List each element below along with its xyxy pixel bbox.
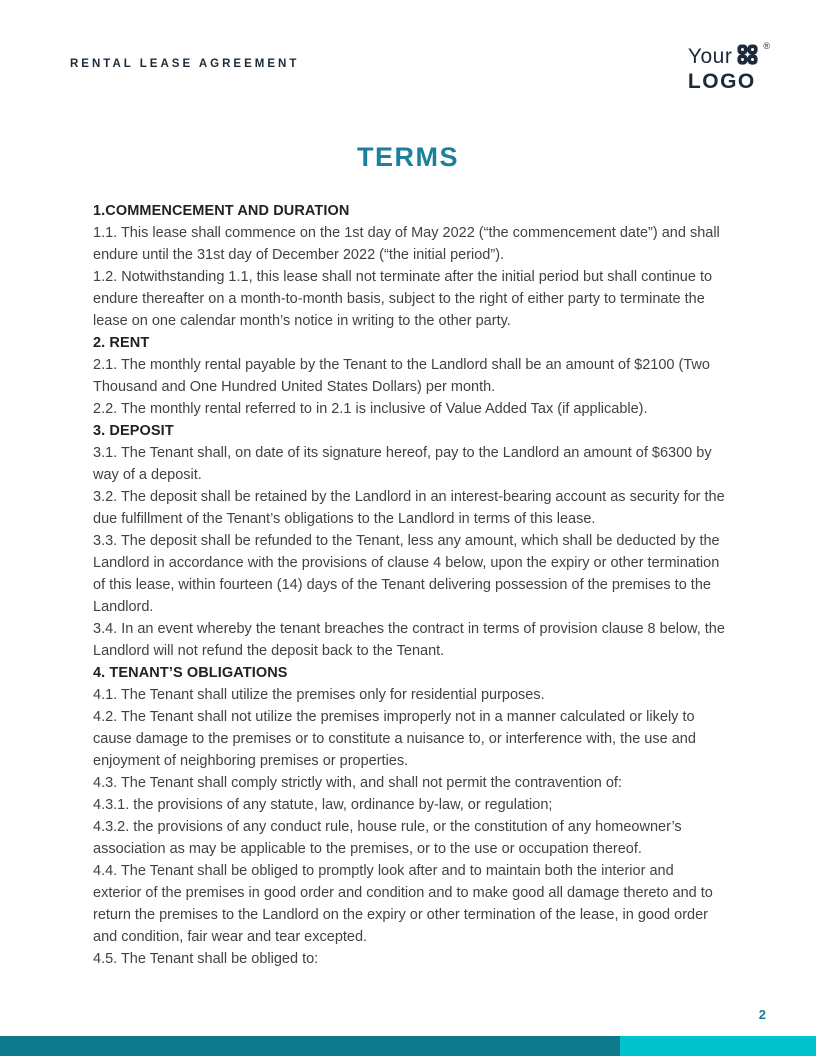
section-heading: 4. TENANT’S OBLIGATIONS	[93, 665, 288, 681]
page-header	[70, 41, 770, 93]
clause-text: 1.1. This lease shall commence on the 1st day of May 2022 (“the commencement date”) and shall endure until the 31st day of December 2022 (“the initial period”).	[93, 225, 720, 263]
logo-text-your: Your	[687, 45, 733, 68]
clause-text: 4.4. The Tenant shall be obliged to promptly look after and to maintain both the interior and exterior of the premises in good order and condition and to make good all damage thereto and to return the premises to the Landlord on the expiry or other termination of the lease, in good order and condition, fair wear and tear excepted.	[93, 863, 713, 945]
logo-top-row	[687, 41, 770, 69]
section-heading: 3. DEPOSIT	[93, 423, 174, 439]
clause-text: 4.5. The Tenant shall be obliged to:	[93, 951, 319, 967]
clause-text: 1.2. Notwithstanding 1.1, this lease shall not terminate after the initial period but shall continue to endure thereafter on a month-to-month basis, subject to the right of either party to terminate the lease on one calendar month’s notice in writing to the other party.	[93, 269, 713, 329]
page-number: 2	[758, 1007, 766, 1022]
clause-text: 3.1. The Tenant shall, on date of its signature hereof, pay to the Landlord an amount of $6300 by way of a deposit.	[93, 445, 712, 483]
clause-text: 2.1. The monthly rental payable by the Tenant to the Landlord shall be an amount of $2100 (Two Thousand and One Hundred United States Dollars) per month.	[93, 357, 710, 395]
terms-sections	[93, 200, 725, 970]
document-label: RENTAL LEASE AGREEMENT	[70, 58, 300, 70]
clause-text: 3.4. In an event whereby the tenant breaches the contract in terms of provision clause 8 below, the Landlord will not refund the deposit back to the Tenant.	[93, 621, 725, 659]
registered-trademark-symbol: ®	[763, 41, 770, 51]
clause-text: 4.3.1. the provisions of any statute, law, ordinance by-law, or regulation;	[93, 797, 553, 813]
clause-text: 2.2. The monthly rental referred to in 2.1 is inclusive of Value Added Tax (if applicable).	[93, 401, 648, 417]
clause-text: 4.2. The Tenant shall not utilize the premises improperly not in a manner calculated or likely to cause damage to the premises or to constitute a nuisance to, or interference with, the use and enjoyment of neighboring premises or properties.	[93, 709, 696, 769]
clause-text: 3.2. The deposit shall be retained by the Landlord in an interest-bearing account as security for the due fulfillment of the Tenant’s obligations to the Landlord in terms of this lease.	[93, 489, 725, 527]
footer-bar-dark-segment	[0, 1036, 620, 1056]
clause-text: 4.3.2. the provisions of any conduct rule, house rule, or the constitution of any homeowner’s association as may be applicable to the premises, or to the use or occupation thereof.	[93, 819, 682, 857]
clause-text: 3.3. The deposit shall be refunded to the Tenant, less any amount, which shall be deducted by the Landlord in accordance with the provisions of clause 4 below, upon the expiry or other termination of this lease, within fourteen (14) days of the Tenant delivering possession of the premises to the Landlord.	[93, 533, 720, 615]
clause-text: 4.1. The Tenant shall utilize the premises only for residential purposes.	[93, 687, 545, 703]
footer-bar-bright-segment	[620, 1036, 816, 1056]
section-heading: 1.COMMENCEMENT AND DURATION	[93, 203, 350, 219]
clover-logo-icon	[737, 44, 758, 69]
logo-text-logo: LOGO	[687, 70, 756, 93]
footer-accent-bar	[0, 1036, 816, 1056]
clause-text: 4.3. The Tenant shall comply strictly with, and shall not permit the contravention of:	[93, 775, 622, 791]
page-title: TERMS	[357, 142, 459, 172]
company-logo	[687, 41, 770, 93]
section-heading: 2. RENT	[93, 335, 150, 351]
